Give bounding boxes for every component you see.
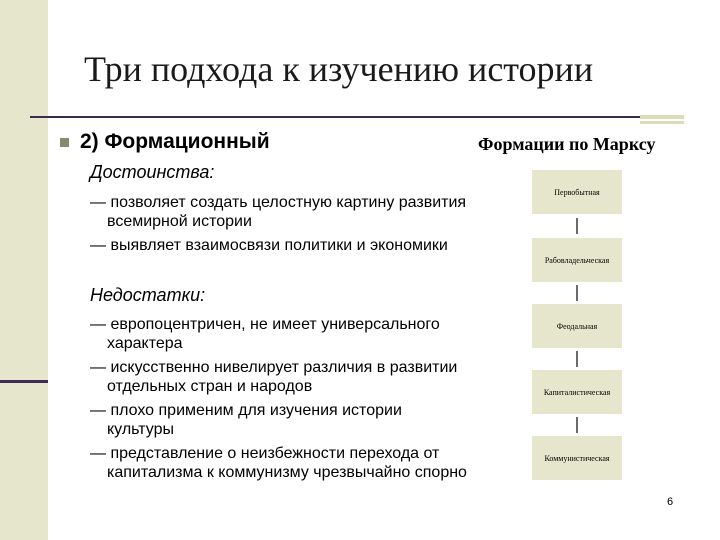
- title-divider-accent: [640, 115, 684, 119]
- title-divider-accent-2: [640, 121, 684, 124]
- disadvantages-list: [90, 315, 470, 487]
- formation-box-communist: Коммунистическая: [532, 436, 622, 480]
- slide-title: Три подхода к изучению истории: [84, 49, 594, 89]
- approach-heading: 2) Формационный: [80, 130, 270, 153]
- formation-box-slave: Рабовладельческая: [532, 238, 622, 282]
- formation-box-capitalist: Капиталистическая: [532, 370, 622, 414]
- diagram-connector: [576, 285, 578, 301]
- list-item: — плохо применим для изучения истории культуры: [90, 402, 402, 438]
- formation-box-feudal: Феодальная: [532, 304, 622, 348]
- title-divider: [30, 116, 640, 118]
- list-item: — позволяет создать целостную картину развития всемирной истории: [90, 194, 467, 230]
- page-number: 6: [667, 496, 674, 508]
- advantages-list: [90, 193, 470, 260]
- list-item: — представление о неизбежности перехода от капитализма к коммунизму чрезвычайно спорно: [90, 445, 467, 481]
- list-item: — европоцентричен, не имеет универсального характера: [90, 316, 440, 352]
- advantages-label: Достоинства:: [90, 162, 215, 182]
- square-bullet-icon: [60, 138, 69, 147]
- left-decor-line: [0, 380, 48, 383]
- list-item: — искусственно нивелирует различия в развитии отдельных стран и народов: [90, 359, 458, 395]
- list-item: — выявляет взаимосвязи политики и экономики: [90, 237, 448, 254]
- formation-box-primitive: Первобытная: [532, 170, 622, 214]
- left-decor-band: [0, 0, 48, 540]
- diagram-title: Формации по Марксу: [478, 134, 656, 154]
- diagram-connector: [576, 351, 578, 367]
- diagram-connector: [576, 218, 578, 234]
- disadvantages-label: Недостатки:: [90, 285, 206, 305]
- diagram-connector: [576, 417, 578, 433]
